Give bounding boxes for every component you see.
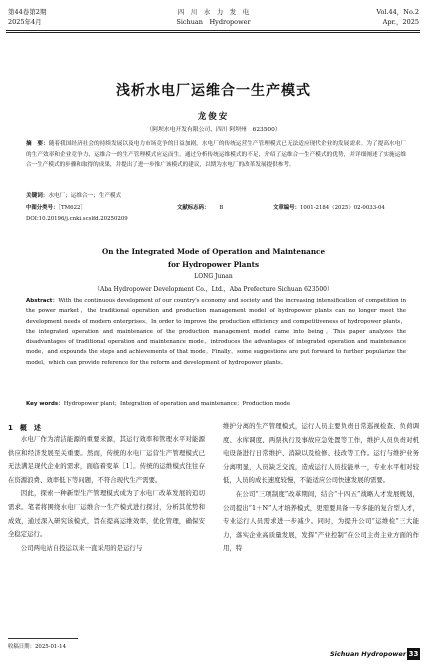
page-number: 33 [408,650,419,658]
header-date-en: Apr.，2025 [382,18,419,26]
paper-title-en-line2: for Hydropower Plants [167,260,259,269]
paragraph: 在公司“三项制度”改革期间，结合“十四五”战略人才发展规划，公司提出“1＋N”人才培养模式，更需要具备一专多能的复合型人才，专业运行人员需求进一步减少。同时，为提升公司“运维检”三大能力，落实企业高质量发展，发挥“产业控制”在公司主责主业方面的作用，特 [223,489,419,553]
footnote-rule [8,638,78,639]
paragraph: 水电厂作为清洁能源的重要来源，其运行效率和管理水平对能源供应和经济发展至关重要。然而，传统的水电厂运营生产管理模式已无法满足现代企业的需求，面临着变革［1］。传统的运维模式往往存在资源浪费、效率低下等问题，不符合现代生产需要。 [8,435,205,484]
keywords-cn-text: 水电厂；运维合一；生产模式 [48,193,122,199]
header-journal-en: Sichuan Hydropower [176,18,251,26]
header-rule [6,30,420,31]
abstract-cn-text: 随着我国经济社会的持续发展以及电力市场竞争的日益加剧，水电厂的传统运营生产管理模式已无法适应现代企业的发展需求。为了提高水电厂的生产效率和企业竞争力，运维合一的生产管理模式应运而生。通过分析传统运维模式的不足，介绍了运维合一生产模式的优势，并详细阐述了实施运维合一生产模式的步骤和取得的成果，并提出了进一步推广该模式的建议，以期为水电厂的改革发展提供参考。 [26,141,406,169]
doi: DOI:10.20196/j.cnki.scslfd.20250209 [26,216,128,222]
author-cn: 龙俊安 [197,112,230,122]
footer-journal-name: Sichuan Hydropower [330,650,407,658]
body-left [8,433,205,555]
doc-code [177,204,223,213]
abstract-cn [26,139,406,171]
paragraph: 因此，探索一种新型生产管理模式成为了水电厂改革发展的追切需求。笔者将围绕水电厂运维合一生产模式进行探讨，分析其优势和成效，通过深入研究该模式，旨在提高运维效率，优化管理，确保安全稳定运行。 [8,489,205,539]
header-rule-thin [6,32,420,33]
paragraph: 维护分离的生产管理模式，运行人员主要负责日常巡视检查、负荷调度、水库调度、两票执行及事故应急处置等工作，维护人员负责对机电设备进行日常维护、消缺以及检修、技改等工作。运行与维护业务分离明显，人员缺乏交流，造成运行人员技能单一，专业水平相对较低，人员的成长速度较慢，不能适应公司快速发展的需要。 [223,422,419,485]
clc-value: ［TM622］ [58,205,86,211]
header-journal-cn: 四 川 水 力 发 电 [177,8,250,16]
section-heading: 1 概 述 [8,424,41,432]
article-number-value: 1001-2184（2025）02-0033-04 [299,205,385,211]
paper-title-cn: 浅析水电厂运维合一生产模式 [116,83,311,99]
body-right [223,420,419,556]
abstract-en [26,296,406,368]
paragraph: 公司两电站自投运以来一直采用的是运行与 [20,543,143,552]
author-en: LONG Junan [194,273,233,280]
doc-code-label: 文献标志码： [177,205,210,211]
affiliation-en: （Aba Hydropower Development Co.，Ltd.，Aba Prefecture Sichuan 623500） [94,286,333,293]
header-volume: 第44卷第2期 [8,8,47,16]
header-date: 2025年4月 [8,18,42,26]
keywords-en-label: Key words： [26,401,64,407]
paper-title-en-line1: On the Integrated Mode of Operation and Maintenance [101,247,326,256]
keywords-en-text: Hydropower plant；Integration of operation and maintenance；Production mode [63,401,291,407]
header-vol-en: Vol.44，No.2 [376,8,419,16]
abstract-en-text: With the continuous development of our country's economy and society and the increasing intensification of competition in the power market，the traditional operation and production management model of hydropower plants can no longer meet the development needs of modern enterprises。In order to improve the production efficiency and competitiveness of hydropower plants，the integrated operation and maintenance of the production management model came into being。This paper analyzes the disadvantages of traditional operation and maintenance mode，introduces the advantages of integrated operation and maintenance mode，and expounds the steps and achievements of that mode。Finally，some suggestions are put forward to further popularize the model，which can provide reference for the reform and development of hydropower plants。 [26,298,406,366]
abstract-cn-label: 摘 要： [26,141,49,147]
article-number-label: 文章编号： [273,205,300,211]
abstract-en-label: Abstract： [26,298,59,304]
affiliation-cn: （阿坝水电开发有限公司，四川 阿坝州 623500） [146,127,281,133]
article-number [273,204,385,213]
keywords-cn [26,191,406,202]
clc [26,204,86,213]
doc-code-value: B [219,205,224,211]
keywords-en [26,399,406,409]
keywords-cn-label: 关键词： [26,193,49,199]
footnote-received: 收稿日期：2025-01-14 [8,644,67,650]
clc-label: 中图分类号： [26,205,59,211]
